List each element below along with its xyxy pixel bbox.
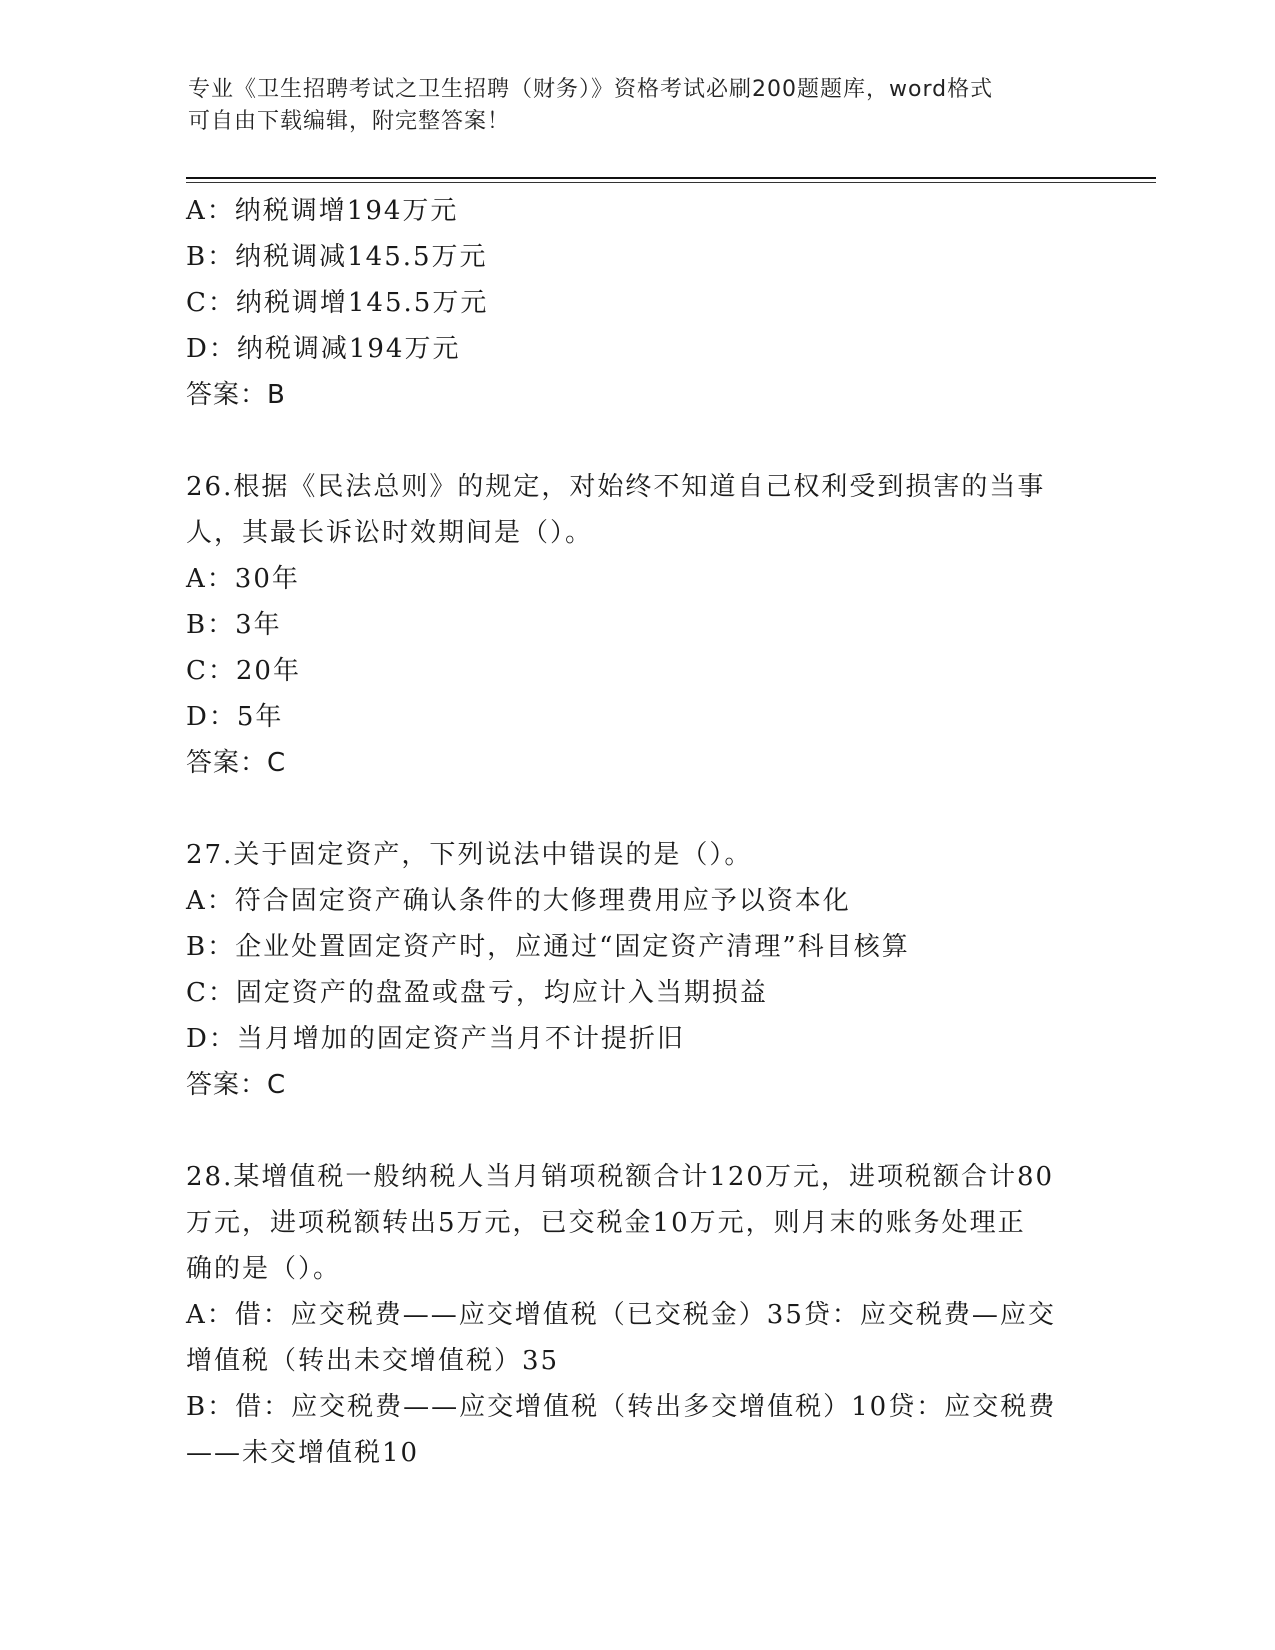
question-28 <box>186 1154 1086 1476</box>
option-b: B：3年 <box>186 610 282 640</box>
option-c: C：20年 <box>186 656 301 686</box>
option-b: B：企业处置固定资产时，应通过“固定资产清理”科目核算 <box>186 932 910 962</box>
option-d: D：5年 <box>186 702 284 732</box>
option-d: D：当月增加的固定资产当月不计提折旧 <box>186 1024 685 1054</box>
header-divider-thin <box>186 182 1156 183</box>
question-stem: 万元，进项税额转出5万元，已交税金10万元，则月末的账务处理正 <box>186 1208 1026 1238</box>
header-divider-thick <box>186 177 1156 179</box>
question-26 <box>186 464 1086 786</box>
spacer <box>186 786 1086 832</box>
question-stem: 人，其最长诉讼时效期间是（）。 <box>186 518 594 548</box>
answer: 答案：C <box>186 748 287 778</box>
question-25-options <box>186 188 1086 418</box>
option-a: A：纳税调增194万元 <box>186 196 459 226</box>
option-c: C：纳税调增145.5万元 <box>186 288 489 318</box>
question-stem: 26.根据《民法总则》的规定，对始终不知道自己权利受到损害的当事 <box>186 472 1046 502</box>
option-a: A：借：应交税费——应交增值税（已交税金）35贷：应交税费—应交 <box>186 1300 1056 1330</box>
document-header <box>188 74 1088 138</box>
document-body <box>186 188 1086 1476</box>
answer: 答案：C <box>186 1070 287 1100</box>
option-a: A：30年 <box>186 564 300 594</box>
question-stem: 28.某增值税一般纳税人当月销项税额合计120万元，进项税额合计80 <box>186 1162 1055 1192</box>
answer: 答案：B <box>186 380 286 410</box>
spacer <box>186 1108 1086 1154</box>
option-b-continued: ——未交增值税10 <box>186 1438 420 1468</box>
option-a: A：符合固定资产确认条件的大修理费用应予以资本化 <box>186 886 851 916</box>
question-stem: 27.关于固定资产，下列说法中错误的是（）。 <box>186 840 753 870</box>
spacer <box>186 418 1086 464</box>
option-b: B：纳税调减145.5万元 <box>186 242 488 272</box>
option-b: B：借：应交税费——应交增值税（转出多交增值税）10贷：应交税费 <box>186 1392 1057 1422</box>
question-stem: 确的是（）。 <box>186 1254 342 1284</box>
header-line-1: 专业《卫生招聘考试之卫生招聘（财务）》资格考试必刷200题题库，word格式 <box>188 77 994 102</box>
option-c: C：固定资产的盘盈或盘亏，均应计入当期损益 <box>186 978 768 1008</box>
option-a-continued: 增值税（转出未交增值税）35 <box>186 1346 560 1376</box>
option-d: D：纳税调减194万元 <box>186 334 461 364</box>
header-line-2: 可自由下载编辑，附完整答案！ <box>188 109 511 134</box>
question-27 <box>186 832 1086 1108</box>
